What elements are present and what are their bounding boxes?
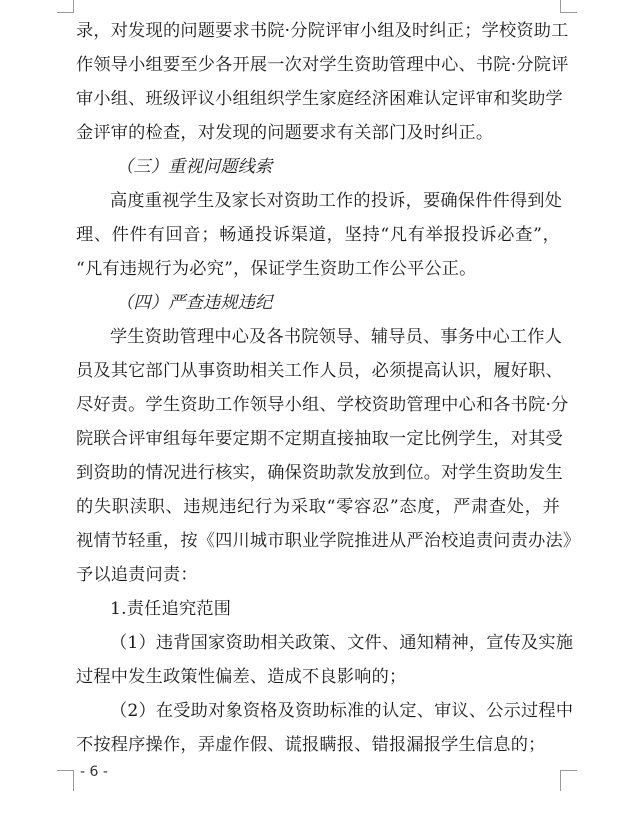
list-item-line: （1）违背国家资助相关政策、文件、通知精神，宣传及实施 [110,633,574,653]
crop-mark-top-left [57,0,74,13]
subsection-heading: 1.责任追究范围 [110,599,232,619]
paragraph-line: 金评审的检查，对发现的问题要求有关部门及时纠正。 [76,123,494,143]
paragraph-line: 作领导小组要至少各开展一次对学生资助管理中心、书院·分院评 [76,55,569,75]
crop-mark-bottom-left [57,770,74,791]
section-heading: （四）严查违规违纪 [116,293,273,313]
crop-mark-top-right [560,0,577,13]
paragraph-line: 员及其它部门从事资助相关工作人员，必须提高认识，履好职、 [76,361,563,381]
list-item-line: （2）在受助对象资格及资助标准的认定、审议、公示过程中 [110,701,574,721]
document-body [76,14,581,762]
list-item-line: 不按程序操作，弄虚作假、谎报瞒报、错报漏报学生信息的； [76,735,546,755]
section-heading: （三）重视问题线索 [116,157,273,177]
paragraph-line: “凡有违规行为必究”，保证学生资助工作公平公正。 [76,259,477,279]
paragraph-line: 视情节轻重，按《四川城市职业学院推进从严治校追责问责办法》 [76,531,581,551]
list-item-line: 过程中发生政策性偏差、造成不良影响的； [76,667,407,687]
paragraph-line: 高度重视学生及家长对资助工作的投诉，要确保件件得到处 [110,191,563,211]
paragraph-line: 理、件件有回音；畅通投诉渠道，坚持“凡有举报投诉必查”， [76,225,560,245]
paragraph-line: 尽好责。学生资助工作领导小组、学校资助管理中心和各书院·分 [76,395,569,415]
paragraph-line: 的失职渎职、违规违纪行为采取“零容忍”态度，严肃查处，并 [76,497,560,517]
paragraph-line: 院联合评审组每年要定期不定期直接抽取一定比例学生，对其受 [76,429,563,449]
paragraph-line: 到资助的情况进行核实，确保资助款发放到位。对学生资助发生 [76,463,563,483]
paragraph-line: 予以追责问责： [76,565,198,585]
paragraph-line: 学生资助管理中心及各书院领导、辅导员、事务中心工作人 [110,327,563,347]
crop-mark-bottom-right [560,770,577,791]
paragraph-line: 录，对发现的问题要求书院·分院评审小组及时纠正；学校资助工 [76,21,569,41]
paragraph-line: 审小组、班级评议小组组织学生家庭经济困难认定评审和奖助学 [76,89,563,109]
page-number: - 6 - [80,764,108,780]
